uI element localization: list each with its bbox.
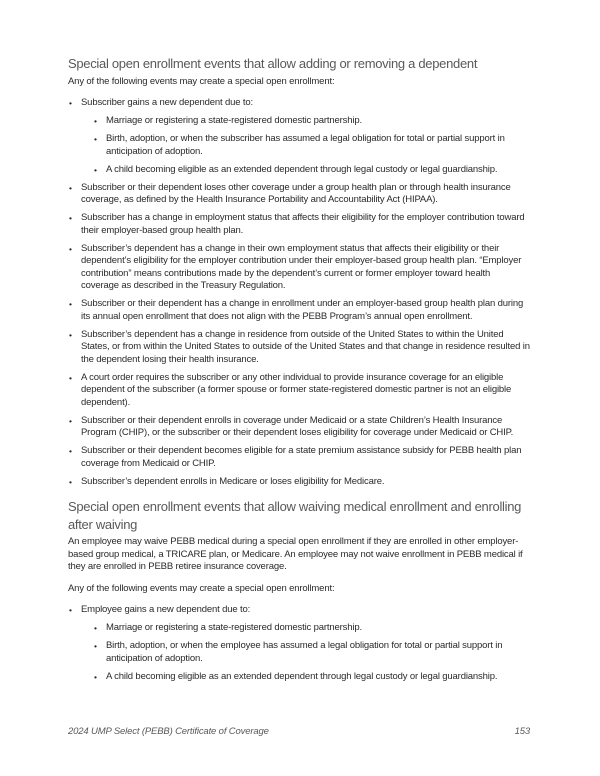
list-item — [68, 97, 530, 176]
list-item-text: Subscriber’s dependent has a change in their own employment status that affects their eligibility or their dependent’s eligibility for the employer contribution under their employer-based group health plan. “Employer contribution” means contributions made by the dependent’s current or former employer toward health coverage as described in the Treasury Regulation. — [81, 242, 522, 291]
bullet-icon: • — [69, 372, 72, 383]
sub-list-item-text: Birth, adoption, or when the subscriber has assumed a legal obligation for total or partial support in anticipation of adoption. — [106, 133, 505, 157]
section1-intro: Any of the following events may create a special open enrollment: — [68, 75, 335, 87]
sub-list-item-text: A child becoming eligible as an extended dependent through legal custody or legal guardianship. — [106, 163, 498, 175]
list-item — [68, 604, 530, 683]
list-item-text: Employee gains a new dependent due to: — [81, 604, 251, 615]
list-item — [68, 298, 530, 323]
list-item-text: Subscriber or their dependent enrolls in coverage under Medicaid or a state Children’s Health Insurance Program (CHIP), or the subscriber or their dependent loses eligibility for coverage under Medicaid or CHIP. — [81, 414, 514, 438]
bullet-icon: • — [94, 671, 97, 682]
section2-bullet-list — [68, 604, 530, 683]
bullet-icon: • — [94, 116, 97, 126]
list-item — [68, 445, 530, 470]
sub-list-item — [93, 133, 530, 158]
list-item-text: Subscriber’s dependent has a change in residence from outside of the United States to within the United States, or from within the United States to outside of the United States and that change in residence resulted in the dependent losing their health insurance. — [81, 328, 530, 365]
section2-heading: Special open enrollment events that allow waiving medical enrollment and enrolling after waiving — [68, 499, 522, 532]
sub-list-item — [93, 115, 530, 128]
sub-list-item-text: Marriage or registering a state-registered domestic partnership. — [106, 115, 362, 126]
footer-document-title: 2024 UMP Select (PEBB) Certificate of Coverage — [68, 725, 269, 737]
page-footer — [68, 726, 530, 739]
bullet-icon: • — [69, 415, 72, 426]
bullet-icon: • — [69, 243, 72, 254]
bullet-icon: • — [94, 164, 97, 175]
bullet-icon: • — [69, 213, 72, 223]
sub-list-item-text: Birth, adoption, or when the employee has assumed a legal obligation for total or partial support in anticipation of adoption. — [106, 640, 503, 664]
section1-heading: Special open enrollment events that allow adding or removing a dependent — [68, 56, 478, 71]
list-item-text: Subscriber’s dependent enrolls in Medicare or loses eligibility for Medicare. — [81, 475, 385, 487]
sub-list-item — [93, 622, 530, 635]
list-item-text: A court order requires the subscriber or any other individual to provide insurance coverage for an eligible dependent of the subscriber (a former spouse or former state-registered domestic partner is not an eligible dependent). — [81, 371, 512, 408]
bullet-icon: • — [69, 98, 72, 108]
list-item-text: Subscriber or their dependent becomes eligible for a state premium assistance subsidy for PEBB health plan coverage from Medicaid or CHIP. — [81, 445, 522, 469]
sub-list-item — [93, 671, 530, 684]
sub-list-item — [93, 164, 530, 177]
sub-bullet-list — [93, 115, 530, 176]
bullet-icon: • — [94, 641, 97, 651]
section1-bullet-list — [68, 97, 530, 488]
list-item — [68, 476, 530, 489]
sub-list-item — [93, 640, 530, 665]
bullet-icon: • — [94, 134, 97, 144]
list-item-text: Subscriber or their dependent has a change in enrollment under an employer-based group health plan during its annual open enrollment that does not align with the PEBB Program’s annual open enrollment. — [81, 298, 524, 322]
list-item-text: Subscriber has a change in employment status that affects their eligibility for the employer contribution toward their employer-based group health plan. — [81, 212, 525, 236]
bullet-icon: • — [94, 623, 97, 633]
list-item — [68, 243, 530, 293]
bullet-icon: • — [69, 329, 72, 340]
list-item — [68, 329, 530, 367]
bullet-icon: • — [69, 476, 72, 487]
section2-intro: Any of the following events may create a special open enrollment: — [68, 582, 335, 594]
bullet-icon: • — [69, 182, 72, 193]
bullet-icon: • — [69, 446, 72, 456]
sub-bullet-list — [93, 622, 530, 683]
bullet-icon: • — [69, 605, 72, 615]
sub-list-item-text: A child becoming eligible as an extended dependent through legal custody or legal guardianship. — [106, 670, 498, 682]
section2-paragraph: An employee may waive PEBB medical during a special open enrollment if they are enrolled in other employer-based group medical, a TRICARE plan, or Medicare. An employee may not waive enrollment in PEBB medical if they are enrolled in PEBB retiree insurance coverage. — [68, 536, 523, 572]
bullet-icon: • — [69, 299, 72, 309]
list-item — [68, 212, 530, 237]
footer-page-number: 153 — [514, 725, 530, 737]
list-item — [68, 415, 530, 440]
sub-list-item-text: Marriage or registering a state-registered domestic partnership. — [106, 622, 362, 633]
list-item-text: Subscriber or their dependent loses other coverage under a group health plan or through health insurance coverage, as defined by the Health Insurance Portability and Accountability Act (HIPAA). — [81, 181, 511, 205]
list-item-text: Subscriber gains a new dependent due to: — [81, 97, 253, 108]
list-item — [68, 182, 530, 207]
list-item — [68, 372, 530, 410]
